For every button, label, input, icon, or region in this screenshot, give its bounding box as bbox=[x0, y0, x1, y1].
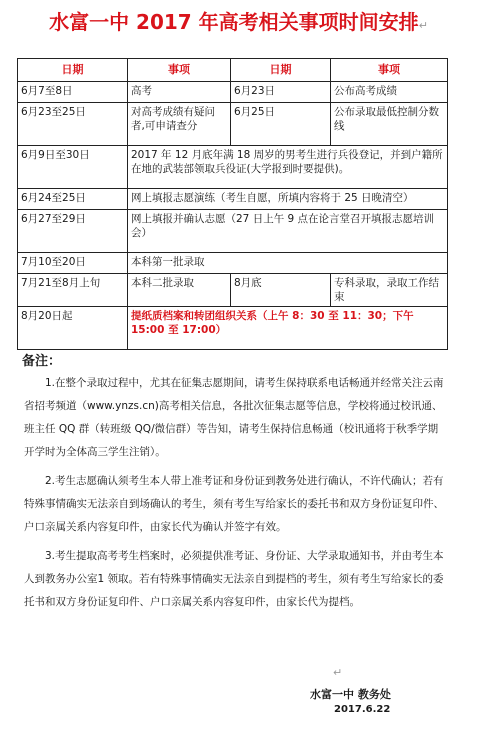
table-row bbox=[18, 146, 448, 189]
table-row bbox=[18, 274, 448, 307]
cell-item: 公布高考成绩 bbox=[331, 82, 448, 103]
cell-item: 公布录取最低控制分数线 bbox=[331, 103, 448, 146]
note-item: 3.考生提取高考考生档案时，必须提供准考证、身份证、大学录取通知书，并由考生本人到教务办公室1 领取。若有特殊事情确实无法亲自到提档的考生，须有考生写给家长的委托书和双方身份证复印件、户口亲属关系内容复印件，由家长代为提档。 bbox=[24, 550, 444, 608]
cell-item: 对高考成绩有疑问者,可申请查分 bbox=[128, 103, 231, 146]
table-row bbox=[18, 210, 448, 253]
cell-date: 6月23至25日 bbox=[18, 103, 128, 146]
note-item: 2.考生志愿确认须考生本人带上准考证和身份证到教务处进行确认，不许代确认；若有特殊事情确实无法亲自到场确认的考生，须有考生写给家长的委托书和双方身份证复印件、户口亲属关系内容复印件，由家长代为确认并签字有效。 bbox=[24, 475, 444, 533]
cell-date: 6月7至8日 bbox=[18, 82, 128, 103]
table-row bbox=[18, 189, 448, 210]
cell-date: 8月底 bbox=[231, 274, 331, 307]
table-row bbox=[18, 82, 448, 103]
cell-date: 7月21至8月上旬 bbox=[18, 274, 128, 307]
paragraph-mark-icon: ↵ bbox=[418, 19, 428, 32]
notes-body bbox=[24, 372, 444, 620]
table-row bbox=[18, 253, 448, 274]
header-date-2: 日期 bbox=[231, 59, 331, 82]
table-row bbox=[18, 307, 448, 350]
table-header-row bbox=[18, 59, 448, 82]
signature-date: 2017.6.22 bbox=[334, 704, 391, 715]
page-title-text: 水富一中 2017 年高考相关事项时间安排 bbox=[49, 10, 419, 34]
cell-date: 6月24至25日 bbox=[18, 189, 128, 210]
cell-item: 本科二批录取 bbox=[128, 274, 231, 307]
cell-date: 6月25日 bbox=[231, 103, 331, 146]
cell-item: 高考 bbox=[128, 82, 231, 103]
schedule-table bbox=[17, 58, 448, 350]
notes-heading: 备注： bbox=[22, 354, 62, 369]
table-row bbox=[18, 103, 448, 146]
paragraph-mark-icon: ↵ bbox=[333, 666, 343, 679]
page-title bbox=[0, 6, 477, 35]
signature: 水富一中 教务处 bbox=[310, 688, 391, 701]
cell-item: 本科第一批录取 bbox=[128, 253, 448, 274]
cell-date: 7月10至20日 bbox=[18, 253, 128, 274]
header-item-2: 事项 bbox=[331, 59, 448, 82]
cell-date: 6月23日 bbox=[231, 82, 331, 103]
cell-item: 网上填报志愿演练（考生自愿，所填内容将于 25 日晚清空） bbox=[128, 189, 448, 210]
cell-item: 网上填报并确认志愿（27 日上午 9 点在论言堂召开填报志愿培训会） bbox=[128, 210, 448, 253]
cell-item: 专科录取，录取工作结束 bbox=[331, 274, 448, 307]
cell-item: 2017 年 12 月底年满 18 周岁的男考生进行兵役登记，并到户籍所在地的武装部领取兵役证(大学报到时要提供)。 bbox=[128, 146, 448, 189]
header-date-1: 日期 bbox=[18, 59, 128, 82]
cell-date: 6月9日至30日 bbox=[18, 146, 128, 189]
cell-item: 提纸质档案和转团组织关系（上午 8：30 至 11：30；下午 15:00 至 17:00） bbox=[128, 307, 448, 350]
header-item-1: 事项 bbox=[128, 59, 231, 82]
note-item: 1.在整个录取过程中，尤其在征集志愿期间，请考生保持联系电话畅通并经常关注云南省招考频道（www.ynzs.cn)高考相关信息，各批次征集志愿等信息，学校将通过校讯通、班主任 QQ 群（转班级 QQ/微信群）等告知，请考生保持信息畅通（校讯通将于秋季学期开学时为全体高三学生注销）。 bbox=[24, 377, 444, 458]
cell-date: 8月20日起 bbox=[18, 307, 128, 350]
cell-date: 6月27至29日 bbox=[18, 210, 128, 253]
